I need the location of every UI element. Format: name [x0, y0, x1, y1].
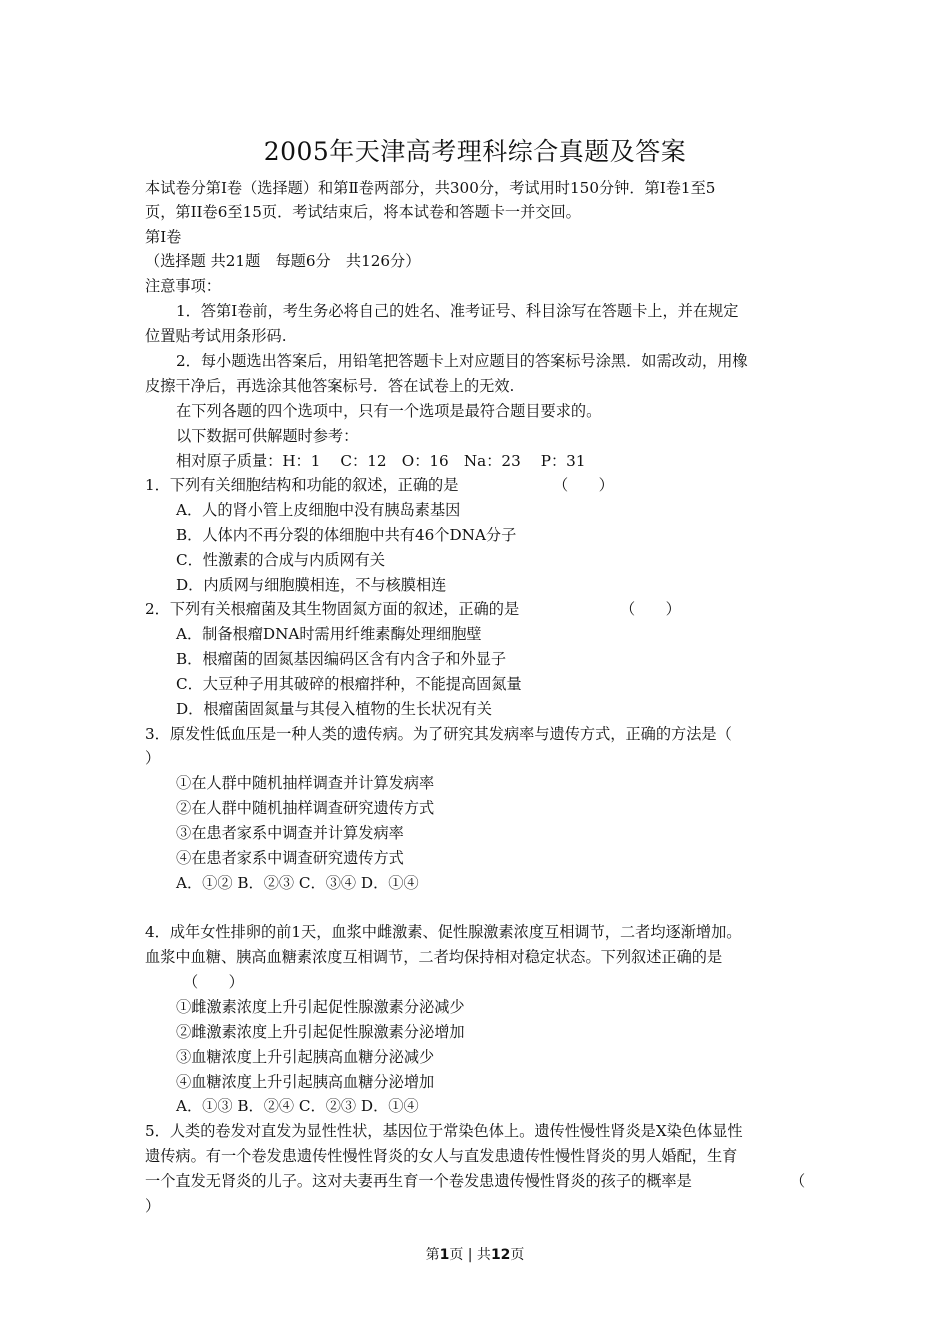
question-2-option-d: D．根瘤菌固氮量与其侵入植物的生长状况有关 — [176, 700, 492, 718]
footer-suffix: 页 — [510, 1247, 525, 1263]
question-2-stem: 2．下列有关根瘤菌及其生物固氮方面的叙述，正确的是 — [145, 600, 520, 618]
notice-1-line-1: 1．答第Ⅰ卷前，考生务必将自己的姓名、准考证号、科目涂写在答题卡上，并在规定 — [176, 302, 739, 320]
notice-heading: 注意事项： — [145, 277, 221, 295]
question-3-choices: A．①② B．②③ C．③④ D．①④ — [176, 874, 419, 892]
question-4-item-3: ③血糖浓度上升引起胰高血糖分泌减少 — [176, 1048, 435, 1066]
part-title: 第Ⅰ卷 — [145, 228, 182, 246]
question-3-item-1: ①在人群中随机抽样调查并计算发病率 — [176, 774, 435, 792]
atomic-mass-line: 相对原子质量：H：1 C：12 O：16 Na：23 P：31 — [176, 452, 586, 470]
question-2-option-c: C．大豆种子用其破碎的根瘤拌种，不能提高固氮量 — [176, 675, 522, 693]
intro-line-1: 本试卷分第Ⅰ卷（选择题）和第Ⅱ卷两部分，共300分，考试用时150分钟．第Ⅰ卷1至5 — [145, 179, 716, 197]
question-3-stem-line-2: ） — [145, 749, 161, 767]
question-4-stem-line-2: 血浆中血糖、胰高血糖素浓度互相调节，二者均保持相对稳定状态。下列叙述正确的是 — [145, 948, 723, 966]
notice-2-line-1: 2．每小题选出答案后，用铅笔把答题卡上对应题目的答案标号涂黑．如需改动，用橡 — [176, 352, 748, 370]
footer-total-pages: 12 — [490, 1247, 511, 1263]
question-1-option-c: C．性激素的合成与内质网有关 — [176, 551, 386, 569]
question-4-item-4: ④血糖浓度上升引起胰高血糖分泌增加 — [176, 1073, 435, 1091]
question-5-stem-line-2: 遗传病。有一个卷发患遗传性慢性肾炎的女人与直发患遗传性慢性肾炎的男人婚配，生育 — [145, 1147, 738, 1165]
question-5-bracket-close: ） — [145, 1197, 161, 1215]
question-1-option-d: D．内质网与细胞膜相连，不与核膜相连 — [176, 576, 447, 594]
document-title: 2005年天津高考理科综合真题及答案 — [263, 137, 687, 166]
question-4-item-1: ①雌激素浓度上升引起促性腺激素分泌减少 — [176, 998, 465, 1016]
notice-2-line-2: 皮擦干净后，再选涂其他答案标号．答在试卷上的无效. — [145, 377, 515, 395]
question-5-bracket-open: （ — [790, 1172, 806, 1190]
question-3-stem-line-1: 3．原发性低血压是一种人类的遗传病。为了研究其发病率与遗传方式，正确的方法是（ — [145, 725, 732, 743]
reference-note: 以下数据可供解题时参考： — [176, 427, 359, 445]
instruction: 在下列各题的四个选项中，只有一个选项是最符合题目要求的。 — [176, 402, 602, 420]
footer-middle: 页 | 共 — [449, 1247, 491, 1263]
question-5-stem-line-1: 5．人类的卷发对直发为显性性状，基因位于常染色体上。遗传性慢性肾炎是X染色体显性 — [145, 1122, 743, 1140]
part-note: （选择题 共21题 每题6分 共126分） — [145, 252, 421, 270]
question-1-answer-bracket: （ ） — [553, 476, 614, 494]
question-4-choices: A．①③ B．②④ C．②③ D．①④ — [176, 1097, 419, 1115]
footer-prefix: 第 — [425, 1247, 440, 1263]
question-5-stem-line-3: 一个直发无肾炎的儿子。这对夫妻再生育一个卷发患遗传慢性肾炎的孩子的概率是 — [145, 1172, 692, 1190]
page-footer — [0, 1244, 950, 1264]
question-4-stem-line-1: 4．成年女性排卵的前1天，血浆中雌激素、促性腺激素浓度互相调节，二者均逐渐增加。 — [145, 923, 742, 941]
question-1-option-a: A．人的肾小管上皮细胞中没有胰岛素基因 — [176, 501, 461, 519]
question-2-option-a: A．制备根瘤DNA时需用纤维素酶处理细胞壁 — [176, 625, 482, 643]
question-3-item-3: ③在患者家系中调查并计算发病率 — [176, 824, 404, 842]
footer-page-number: 1 — [439, 1247, 450, 1263]
question-1-stem: 1．下列有关细胞结构和功能的叙述，正确的是 — [145, 476, 459, 494]
intro-line-2: 页，第II卷6至15页．考试结束后，将本试卷和答题卡一并交回。 — [145, 203, 581, 221]
question-4-answer-bracket: （ ） — [183, 973, 244, 991]
question-4-item-2: ②雌激素浓度上升引起促性腺激素分泌增加 — [176, 1023, 465, 1041]
question-2-answer-bracket: （ ） — [620, 600, 681, 618]
question-3-item-2: ②在人群中随机抽样调查研究遗传方式 — [176, 799, 435, 817]
question-1-option-b: B．人体内不再分裂的体细胞中共有46个DNA分子 — [176, 526, 517, 544]
question-3-item-4: ④在患者家系中调查研究遗传方式 — [176, 849, 404, 867]
question-2-option-b: B．根瘤菌的固氮基因编码区含有内含子和外显子 — [176, 650, 507, 668]
notice-1-line-2: 位置贴考试用条形码. — [145, 327, 287, 345]
